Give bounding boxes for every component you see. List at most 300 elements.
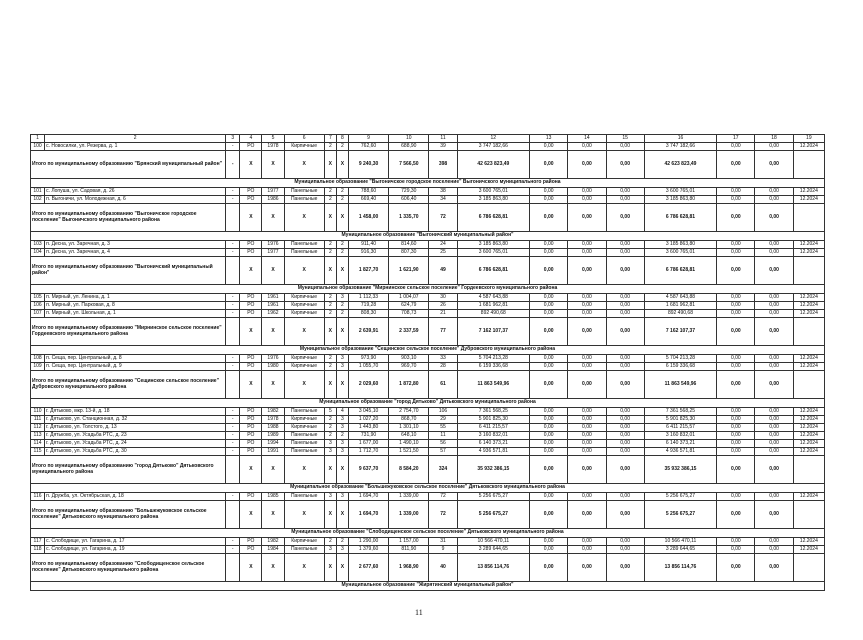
table-cell: 3 (336, 293, 348, 301)
section-header-row (31, 483, 825, 492)
total-cell: 2 639,91 (348, 317, 388, 345)
total-label: Итого по муниципальному образованию "Выгоничское городское поселение" Выгоничского муниципального района (31, 203, 226, 231)
table-cell: 0,00 (606, 407, 644, 415)
table-cell: Кирпичные (284, 354, 324, 362)
table-cell: 0,00 (717, 537, 755, 545)
table-cell: РО (240, 195, 262, 203)
table-cell: 0,00 (530, 195, 568, 203)
total-cell: X (336, 500, 348, 528)
total-label: Итого по муниципальному образованию "Слободищенское сельское поселение" Дятьковского муниципального района (31, 553, 226, 581)
table-row (31, 240, 825, 248)
table-cell: - (226, 423, 240, 431)
table-cell: 12.2024 (793, 439, 824, 447)
column-number-cell: 17 (717, 135, 755, 143)
total-cell (226, 256, 240, 284)
column-number-cell: 12 (457, 135, 529, 143)
table-row (31, 248, 825, 256)
total-cell: 0,00 (568, 553, 606, 581)
table-cell: РО (240, 492, 262, 500)
table-cell: 0,00 (530, 248, 568, 256)
table-cell: 10 566 470,11 (457, 537, 529, 545)
column-number-cell: 18 (755, 135, 793, 143)
total-row (31, 256, 825, 284)
total-cell: 0,00 (568, 256, 606, 284)
table-cell: 3 (336, 545, 348, 553)
total-cell (226, 203, 240, 231)
address-cell: с. Слободище, ул. Гагарина, д. 19 (45, 545, 226, 553)
table-cell: 729,30 (389, 187, 429, 195)
table-cell: 0,00 (606, 415, 644, 423)
total-cell: 0,00 (530, 500, 568, 528)
column-number-cell: 6 (284, 135, 324, 143)
total-cell: 0,00 (717, 455, 755, 483)
table-cell: 0,00 (568, 309, 606, 317)
address-cell: г. Дятьково, ул. Усадьба РТС, д. 23 (45, 431, 226, 439)
table-cell: 3 (336, 415, 348, 423)
table-cell: 0,00 (755, 248, 793, 256)
table-cell: 55 (429, 423, 457, 431)
table-cell: 1977 (262, 248, 284, 256)
table-cell: 0,00 (530, 354, 568, 362)
table-cell: 4 (336, 407, 348, 415)
table-cell: 2 (324, 431, 336, 439)
table-cell: 9 (429, 545, 457, 553)
table-row (31, 309, 825, 317)
table-cell: Кирпичные (284, 309, 324, 317)
table-cell: 0,00 (568, 248, 606, 256)
total-row (31, 370, 825, 398)
registry-sheet (30, 134, 825, 591)
table-row (31, 423, 825, 431)
table-cell: 25 (429, 248, 457, 256)
table-cell: 0,00 (717, 301, 755, 309)
table-cell: 1 112,33 (348, 293, 388, 301)
table-cell: 1994 (262, 439, 284, 447)
table-cell: 1 157,00 (389, 537, 429, 545)
total-cell: X (324, 553, 336, 581)
total-row (31, 455, 825, 483)
table-cell: 624,79 (389, 301, 429, 309)
table-cell: 5 901 825,30 (644, 415, 716, 423)
table-cell: 5 901 825,30 (457, 415, 529, 423)
total-cell: 0,00 (606, 455, 644, 483)
total-cell: X (284, 317, 324, 345)
table-cell: 0,00 (530, 407, 568, 415)
table-cell: 6 140 373,21 (457, 439, 529, 447)
table-row (31, 415, 825, 423)
table-cell: 5 256 675,27 (644, 492, 716, 500)
total-cell: X (284, 203, 324, 231)
total-cell: 72 (429, 500, 457, 528)
table-cell: 0,00 (530, 439, 568, 447)
total-cell: 6 786 628,81 (457, 203, 529, 231)
table-cell: 12.2024 (793, 301, 824, 309)
table-cell: 0,00 (717, 415, 755, 423)
total-cell: X (240, 203, 262, 231)
table-cell: 0,00 (717, 195, 755, 203)
total-cell: 13 856 114,76 (644, 553, 716, 581)
table-cell: 808,30 (348, 309, 388, 317)
table-cell: 0,00 (717, 309, 755, 317)
column-number-cell: 8 (336, 135, 348, 143)
table-cell: 2 (324, 248, 336, 256)
total-cell: 61 (429, 370, 457, 398)
table-cell: - (226, 431, 240, 439)
address-cell: г. Дятьково, ул. Усадьба РТС, д. 24 (45, 439, 226, 447)
total-cell: 2 029,60 (348, 370, 388, 398)
table-cell: 1976 (262, 354, 284, 362)
column-number-cell: 15 (606, 135, 644, 143)
total-cell: 0,00 (717, 150, 755, 178)
table-cell: 2 (324, 240, 336, 248)
table-cell: 3 185 863,80 (457, 240, 529, 248)
column-number-cell: 14 (568, 135, 606, 143)
total-cell: 0,00 (568, 500, 606, 528)
table-cell: 0,00 (530, 431, 568, 439)
table-cell: 814,60 (389, 240, 429, 248)
table-cell: 1 379,60 (348, 545, 388, 553)
total-cell: 324 (429, 455, 457, 483)
table-cell: 0,00 (755, 309, 793, 317)
table-cell: - (226, 439, 240, 447)
table-cell: 0,00 (606, 492, 644, 500)
table-row (31, 362, 825, 370)
total-cell: X (240, 500, 262, 528)
section-header-row (31, 284, 825, 293)
column-number-cell: 10 (389, 135, 429, 143)
table-cell: 3 (336, 447, 348, 455)
table-cell: 0,00 (568, 545, 606, 553)
table-cell: Кирпичные (284, 362, 324, 370)
total-cell: 0,00 (530, 553, 568, 581)
section-title: Муниципальное образование "Слободищенское сельское поселение" Дятьковского муниципального района (31, 528, 825, 537)
table-cell: 1977 (262, 187, 284, 195)
table-cell: 0,00 (755, 492, 793, 500)
table-cell: 0,00 (606, 301, 644, 309)
total-cell: X (324, 203, 336, 231)
table-cell: 1 339,00 (389, 492, 429, 500)
table-cell: РО (240, 301, 262, 309)
table-cell: Кирпичные (284, 301, 324, 309)
table-cell: 0,00 (606, 240, 644, 248)
table-cell: 811,90 (389, 545, 429, 553)
table-cell: 12.2024 (793, 423, 824, 431)
total-cell: 11 863 549,96 (644, 370, 716, 398)
total-cell: X (336, 150, 348, 178)
total-cell: 0,00 (530, 256, 568, 284)
total-cell: 5 256 675,27 (644, 500, 716, 528)
table-cell: РО (240, 407, 262, 415)
table-row (31, 492, 825, 500)
total-cell: 0,00 (568, 455, 606, 483)
total-cell: X (324, 455, 336, 483)
table-cell: 1989 (262, 431, 284, 439)
table-cell: 0,00 (755, 354, 793, 362)
table-cell: Кирпичные (284, 142, 324, 150)
table-cell: 1978 (262, 415, 284, 423)
table-cell: 0,00 (530, 545, 568, 553)
total-cell: 0,00 (568, 203, 606, 231)
table-cell: 719,28 (348, 301, 388, 309)
total-cell: 0,00 (717, 370, 755, 398)
total-cell: X (240, 553, 262, 581)
table-cell: 788,60 (348, 187, 388, 195)
address-cell: г. Дятьково, ул. Усадьба РТС, д. 30 (45, 447, 226, 455)
table-cell: 0,00 (717, 142, 755, 150)
address-cell: п. Мирный, ул. Ленина, д. 1 (45, 293, 226, 301)
total-cell: 0,00 (606, 317, 644, 345)
column-number-cell: 13 (530, 135, 568, 143)
table-cell: 0,00 (530, 415, 568, 423)
total-cell: X (324, 500, 336, 528)
total-cell: X (336, 370, 348, 398)
table-cell: 2 (336, 248, 348, 256)
total-cell: 0,00 (606, 553, 644, 581)
table-cell: Панельные (284, 248, 324, 256)
table-cell: 0,00 (530, 492, 568, 500)
total-cell: 0,00 (568, 370, 606, 398)
table-cell: 0,00 (606, 431, 644, 439)
table-cell: 115 (31, 447, 45, 455)
table-cell: 1986 (262, 195, 284, 203)
table-cell: 0,00 (717, 187, 755, 195)
total-cell: X (262, 455, 284, 483)
table-cell: 104 (31, 248, 45, 256)
table-cell: 0,00 (568, 142, 606, 150)
table-cell: 3 289 644,65 (644, 545, 716, 553)
total-row (31, 317, 825, 345)
table-cell: 0,00 (717, 293, 755, 301)
column-number-row (31, 135, 825, 143)
section-header-row (31, 398, 825, 407)
table-cell: 108 (31, 354, 45, 362)
table-cell: 3 (324, 439, 336, 447)
table-cell: 12.2024 (793, 240, 824, 248)
section-header-row (31, 345, 825, 354)
table-cell: - (226, 293, 240, 301)
table-cell: Панельные (284, 492, 324, 500)
table-cell: 113 (31, 431, 45, 439)
table-cell: 0,00 (606, 187, 644, 195)
table-cell: 1 027,20 (348, 415, 388, 423)
table-cell: 0,00 (755, 195, 793, 203)
table-cell: 3 600 765,01 (457, 248, 529, 256)
address-cell: с. Слободище, ул. Гагарина, д. 17 (45, 537, 226, 545)
table-cell: 3 289 644,65 (457, 545, 529, 553)
total-cell: 1 968,90 (389, 553, 429, 581)
total-cell: 0,00 (606, 256, 644, 284)
table-cell: 56 (429, 439, 457, 447)
table-cell: 72 (429, 492, 457, 500)
total-cell: X (240, 150, 262, 178)
total-cell: 0,00 (755, 150, 793, 178)
table-cell: 0,00 (755, 439, 793, 447)
total-cell: X (262, 256, 284, 284)
table-cell: 1982 (262, 407, 284, 415)
total-cell: 1 621,90 (389, 256, 429, 284)
total-cell: 2 337,59 (389, 317, 429, 345)
table-cell: 0,00 (717, 362, 755, 370)
table-cell: 1 055,70 (348, 362, 388, 370)
table-cell: 2 (324, 309, 336, 317)
table-cell: 1962 (262, 309, 284, 317)
total-cell: X (284, 500, 324, 528)
table-cell: 3 045,10 (348, 407, 388, 415)
table-cell: 708,73 (389, 309, 429, 317)
table-row (31, 537, 825, 545)
total-cell: 6 786 628,81 (457, 256, 529, 284)
table-cell: 1 521,50 (389, 447, 429, 455)
total-cell (226, 317, 240, 345)
total-cell (793, 553, 824, 581)
table-cell: 0,00 (717, 354, 755, 362)
total-cell: X (324, 150, 336, 178)
total-cell: 0,00 (755, 203, 793, 231)
address-cell: с. Новосилки, ул. Резерва, д. 1 (45, 142, 226, 150)
table-cell: 0,00 (755, 537, 793, 545)
table-cell: Панельные (284, 545, 324, 553)
table-cell: 39 (429, 142, 457, 150)
address-cell: п. Мирный, ул. Школьная, д. 1 (45, 309, 226, 317)
table-row (31, 431, 825, 439)
table-cell: 0,00 (530, 142, 568, 150)
table-cell: 3 747 182,66 (644, 142, 716, 150)
total-row (31, 150, 825, 178)
table-cell: 1 290,00 (348, 537, 388, 545)
table-cell: 106 (429, 407, 457, 415)
total-cell (793, 150, 824, 178)
table-cell: 12.2024 (793, 142, 824, 150)
table-cell: 892 490,68 (457, 309, 529, 317)
table-cell: 0,00 (568, 187, 606, 195)
total-cell: X (324, 256, 336, 284)
total-cell: 0,00 (606, 370, 644, 398)
table-cell: 5 256 675,27 (457, 492, 529, 500)
total-cell: 35 932 386,15 (644, 455, 716, 483)
table-cell: Панельные (284, 407, 324, 415)
table-cell: - (226, 354, 240, 362)
table-cell: 669,40 (348, 195, 388, 203)
total-cell: 398 (429, 150, 457, 178)
total-cell: 0,00 (755, 500, 793, 528)
table-cell: 0,00 (606, 293, 644, 301)
section-header-row (31, 178, 825, 187)
column-number-cell: 4 (240, 135, 262, 143)
table-cell: 112 (31, 423, 45, 431)
table-cell: 101 (31, 187, 45, 195)
table-cell: 0,00 (568, 492, 606, 500)
table-cell: 1 301,10 (389, 423, 429, 431)
table-cell: 4 936 571,81 (457, 447, 529, 455)
table-cell: 0,00 (530, 362, 568, 370)
address-cell: п. Десна, ул. Заречная, д. 4 (45, 248, 226, 256)
table-cell: 1 712,70 (348, 447, 388, 455)
table-cell: 6 159 336,68 (457, 362, 529, 370)
table-cell: 606,40 (389, 195, 429, 203)
section-title: Муниципальное образование "Жирятинский муниципальный район" (31, 581, 825, 590)
table-cell: Панельные (284, 447, 324, 455)
table-cell: 2 (336, 142, 348, 150)
total-cell: X (336, 317, 348, 345)
table-cell: 2 (324, 537, 336, 545)
total-cell: 49 (429, 256, 457, 284)
total-cell: 0,00 (755, 370, 793, 398)
table-cell: 911,40 (348, 240, 388, 248)
table-cell: 105 (31, 293, 45, 301)
table-cell: 0,00 (530, 187, 568, 195)
table-cell: 1 443,80 (348, 423, 388, 431)
table-cell: 0,00 (530, 447, 568, 455)
table-cell: 0,00 (568, 447, 606, 455)
table-cell: РО (240, 362, 262, 370)
table-cell: 0,00 (755, 415, 793, 423)
table-cell: 12.2024 (793, 492, 824, 500)
total-cell: X (284, 370, 324, 398)
table-cell: 731,90 (348, 431, 388, 439)
total-row (31, 500, 825, 528)
total-cell: 0,00 (568, 150, 606, 178)
table-cell: Панельные (284, 240, 324, 248)
table-cell: 7 361 568,25 (457, 407, 529, 415)
total-cell: 1 827,70 (348, 256, 388, 284)
total-cell: 0,00 (606, 150, 644, 178)
table-cell: 3 (336, 439, 348, 447)
total-cell: X (262, 203, 284, 231)
table-cell: 0,00 (606, 195, 644, 203)
table-cell: 12.2024 (793, 354, 824, 362)
total-cell: X (284, 553, 324, 581)
table-row (31, 447, 825, 455)
table-cell: Панельные (284, 195, 324, 203)
table-cell: 0,00 (755, 431, 793, 439)
total-cell: 9 637,70 (348, 455, 388, 483)
table-cell: 0,00 (606, 545, 644, 553)
table-cell: 807,30 (389, 248, 429, 256)
table-cell: 969,70 (389, 362, 429, 370)
total-cell: 0,00 (530, 370, 568, 398)
total-cell: 0,00 (530, 317, 568, 345)
table-cell: 1 681 962,81 (457, 301, 529, 309)
total-cell (226, 455, 240, 483)
table-cell: 0,00 (568, 423, 606, 431)
table-cell: 0,00 (717, 492, 755, 500)
total-cell: 0,00 (717, 500, 755, 528)
table-cell: 0,00 (755, 142, 793, 150)
table-cell: - (226, 407, 240, 415)
total-cell: 1 339,00 (389, 500, 429, 528)
table-cell: 3 600 765,01 (457, 187, 529, 195)
table-cell: 28 (429, 362, 457, 370)
table-cell: 0,00 (606, 447, 644, 455)
total-row (31, 553, 825, 581)
total-cell: X (262, 317, 284, 345)
address-cell: г. Дятьково, мкр. 13-й, д. 18 (45, 407, 226, 415)
section-header-row (31, 231, 825, 240)
table-cell: 2 (324, 415, 336, 423)
table-cell: 0,00 (717, 447, 755, 455)
total-cell: 40 (429, 553, 457, 581)
table-cell: 2 (324, 301, 336, 309)
table-cell: 2 (336, 537, 348, 545)
total-cell: X (324, 370, 336, 398)
table-cell: 0,00 (530, 301, 568, 309)
table-cell: 29 (429, 415, 457, 423)
table-cell: 106 (31, 301, 45, 309)
section-title: Муниципальное образование "Мирнинское сельское поселение" Гордеевского муниципального района (31, 284, 825, 293)
table-cell: 3 (324, 545, 336, 553)
total-cell: 72 (429, 203, 457, 231)
total-cell: 6 786 628,81 (644, 203, 716, 231)
